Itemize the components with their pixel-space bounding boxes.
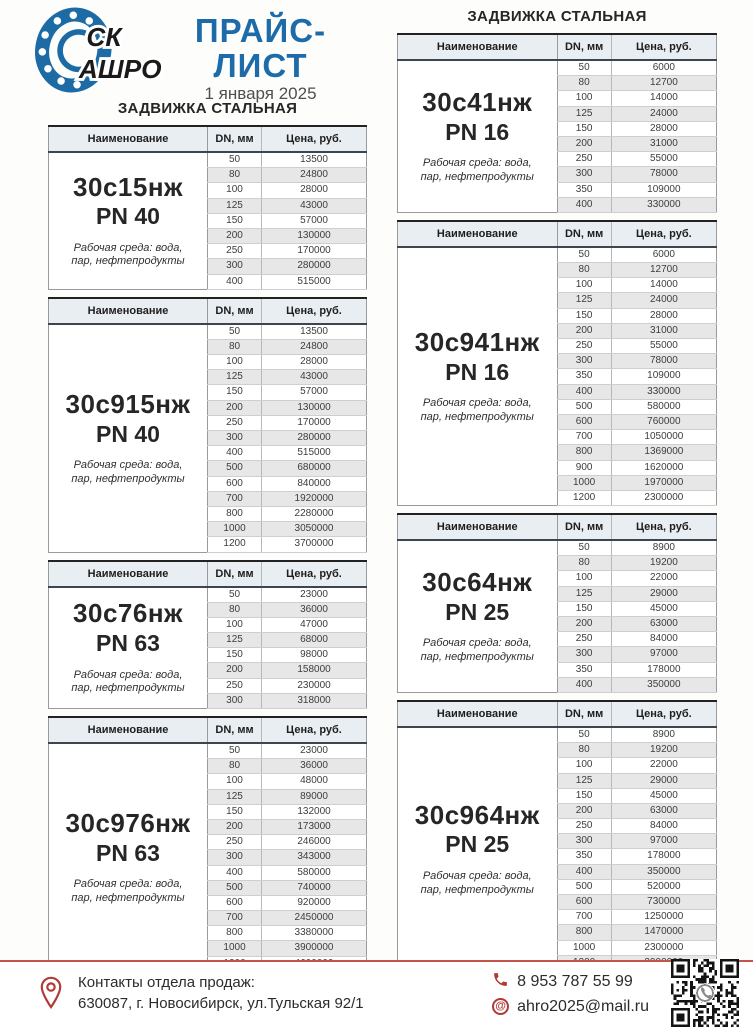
price-value: 350000 [611,677,716,692]
product-media: Рабочая среда: вода, пар, нефтепродукты [420,397,534,424]
price-value: 29000 [611,773,716,788]
dn-value: 150 [208,385,262,400]
dn-value: 100 [208,183,262,198]
location-pin-icon [38,975,64,1011]
dn-value: 50 [208,152,262,168]
dn-value: 50 [557,247,611,263]
column-header-dn: DN, мм [208,561,262,587]
product-pn: PN 63 [96,630,160,657]
price-value: 343000 [262,850,367,865]
product-pn: PN 25 [445,599,510,626]
price-value: 2450000 [262,911,367,926]
product-cell [398,540,558,692]
price-value: 1970000 [611,475,716,490]
price-value: 57000 [262,385,367,400]
dn-value: 1000 [557,940,611,955]
column-header-price: Цена, руб. [262,561,367,587]
price-value: 12700 [611,76,716,91]
table-row [398,247,717,263]
product-cell [49,152,208,289]
price-table-30с64нж [397,513,717,693]
left-column [48,6,367,960]
dn-value: 150 [557,601,611,616]
product-model: 30с976нж [65,808,191,839]
price-value: 158000 [262,663,367,678]
price-value: 280000 [262,431,367,446]
product-media: Рабочая среда: вода, пар, нефтепродукты [71,668,185,695]
dn-value: 50 [208,324,262,340]
dn-value: 300 [557,167,611,182]
dn-value: 1000 [208,941,262,956]
price-value: 840000 [262,476,367,491]
dn-value: 300 [208,693,262,708]
dn-value: 500 [208,880,262,895]
product-model: 30с964нж [414,799,540,830]
price-table-30с76нж [48,560,367,710]
dn-value: 200 [208,819,262,834]
dn-value: 400 [208,274,262,289]
dn-value: 100 [208,355,262,370]
price-value: 318000 [262,693,367,708]
column-header-dn: DN, мм [208,717,262,743]
product-model: 30с941нж [414,327,540,358]
price-value: 24000 [611,293,716,308]
column-header-name: Наименование [398,514,558,540]
price-value: 36000 [262,602,367,617]
price-value: 43000 [262,198,367,213]
footer-phone-email-block [492,971,649,1016]
dn-value: 100 [557,758,611,773]
dn-value: 250 [208,678,262,693]
price-value: 1369000 [611,445,716,460]
dn-value: 80 [208,759,262,774]
price-value: 23000 [262,587,367,603]
price-value: 132000 [262,804,367,819]
price-value: 8900 [611,540,716,556]
price-value: 28000 [611,308,716,323]
price-value: 3900000 [262,941,367,956]
footer-address-block [38,974,480,1012]
product-media: Рабочая среда: вода, пар, нефтепродукты [71,458,185,485]
dn-value: 500 [208,461,262,476]
price-value: 680000 [262,461,367,476]
product-model: 30с76нж [73,598,183,629]
price-value: 8900 [611,727,716,743]
dn-value: 1200 [208,537,262,552]
price-table-30с941нж [397,220,717,506]
section-heading-right: ЗАДВИЖКА СТАЛЬНАЯ [467,8,647,25]
price-value: 1250000 [611,910,716,925]
contacts-label: Контакты отдела продаж: [78,974,255,991]
price-value: 2300000 [611,490,716,505]
price-value: 48000 [262,774,367,789]
product-cell [49,743,208,971]
dn-value: 125 [208,198,262,213]
product-pn: PN 16 [445,118,510,145]
dn-value: 300 [208,259,262,274]
dn-value: 80 [208,339,262,354]
column-header-dn: DN, мм [557,221,611,247]
price-value: 730000 [611,895,716,910]
price-value: 515000 [262,274,367,289]
dn-value: 600 [557,895,611,910]
dn-value: 400 [557,864,611,879]
column-header-dn: DN, мм [208,126,262,152]
dn-value: 80 [557,263,611,278]
dn-value: 200 [208,400,262,415]
price-value: 97000 [611,834,716,849]
dn-value: 50 [557,727,611,743]
dn-value: 800 [557,445,611,460]
price-value: 350000 [611,864,716,879]
dn-value: 1000 [208,522,262,537]
table-row [398,727,717,743]
price-value: 1920000 [262,491,367,506]
price-value: 173000 [262,819,367,834]
dn-value: 200 [557,136,611,151]
price-value: 246000 [262,835,367,850]
price-value: 45000 [611,788,716,803]
column-header-price: Цена, руб. [611,221,716,247]
dn-value: 250 [557,152,611,167]
dn-value: 150 [208,804,262,819]
dn-value: 800 [208,506,262,521]
price-value: 97000 [611,647,716,662]
price-value: 43000 [262,370,367,385]
dn-value: 400 [557,677,611,692]
price-value: 31000 [611,136,716,151]
right-column [397,6,717,960]
dn-value: 200 [208,663,262,678]
product-cell [398,60,558,212]
price-value: 13500 [262,324,367,340]
price-value: 170000 [262,244,367,259]
dn-value: 350 [557,369,611,384]
price-table-30с915нж [48,297,367,553]
footer-contacts-bar [0,960,753,1024]
dn-value: 1200 [557,490,611,505]
price-value: 19200 [611,556,716,571]
dn-value: 100 [557,91,611,106]
contact-lines [78,974,364,1012]
price-value: 36000 [262,759,367,774]
price-value: 130000 [262,228,367,243]
price-value: 24800 [262,339,367,354]
price-value: 98000 [262,648,367,663]
price-value: 1620000 [611,460,716,475]
column-header-name: Наименование [49,298,208,324]
price-value: 22000 [611,758,716,773]
dn-value: 100 [557,571,611,586]
dn-value: 80 [208,602,262,617]
dn-value: 800 [557,925,611,940]
dn-value: 250 [208,244,262,259]
column-header-dn: DN, мм [208,298,262,324]
column-header-price: Цена, руб. [262,717,367,743]
dn-value: 250 [557,632,611,647]
price-value: 2280000 [262,506,367,521]
price-table-30с976нж [48,716,367,972]
left-tables [48,125,367,972]
price-value: 170000 [262,415,367,430]
dn-value: 125 [557,773,611,788]
price-value: 89000 [262,789,367,804]
dn-value: 100 [208,774,262,789]
dn-value: 80 [557,76,611,91]
dn-value: 600 [208,895,262,910]
price-value: 178000 [611,849,716,864]
email-text: ahro2025@mail.ru [517,997,649,1015]
column-header-dn: DN, мм [557,34,611,60]
price-value: 3380000 [262,926,367,941]
dn-value: 100 [208,617,262,632]
at-icon: @ [492,998,509,1015]
product-pn: PN 25 [445,831,510,858]
price-value: 28000 [262,183,367,198]
price-value: 55000 [611,152,716,167]
dn-value: 125 [557,586,611,601]
dn-value: 350 [557,662,611,677]
dn-value: 700 [208,491,262,506]
product-media: Рабочая среда: вода, пар, нефтепродукты [420,157,534,184]
dn-value: 500 [557,879,611,894]
dn-value: 250 [557,819,611,834]
dn-value: 50 [557,60,611,76]
price-value: 24800 [262,168,367,183]
dn-value: 80 [557,743,611,758]
price-value: 109000 [611,369,716,384]
dn-value: 150 [208,213,262,228]
price-value: 2300000 [611,940,716,955]
dn-value: 50 [208,587,262,603]
column-header-name: Наименование [49,717,208,743]
dn-value: 50 [557,540,611,556]
product-pn: PN 63 [96,839,160,866]
price-value: 580000 [262,865,367,880]
phone-number: 8 953 787 55 99 [517,972,633,990]
column-header-price: Цена, руб. [611,701,716,727]
dn-value: 125 [208,633,262,648]
dn-value: 250 [208,415,262,430]
price-value: 55000 [611,339,716,354]
product-cell [398,247,558,506]
price-value: 78000 [611,167,716,182]
price-value: 14000 [611,91,716,106]
dn-value: 350 [557,182,611,197]
price-value: 280000 [262,259,367,274]
dn-value: 200 [557,323,611,338]
dn-value: 400 [208,446,262,461]
product-model: 30с41нж [422,87,533,118]
product-pn: PN 40 [96,420,160,447]
price-value: 78000 [611,354,716,369]
dn-value: 300 [557,354,611,369]
dn-value: 125 [557,106,611,121]
price-value: 330000 [611,384,716,399]
column-header-name: Наименование [398,221,558,247]
table-row [49,324,367,340]
page-date: 1 января 2025 [204,84,317,104]
dn-value: 500 [557,399,611,414]
dn-value: 600 [208,476,262,491]
price-value: 28000 [262,355,367,370]
dn-value: 300 [208,431,262,446]
product-pn: PN 16 [445,359,510,386]
price-value: 520000 [611,879,716,894]
dn-value: 250 [557,339,611,354]
price-value: 12700 [611,263,716,278]
price-value: 1050000 [611,430,716,445]
dn-value: 125 [208,789,262,804]
phone-row [492,971,649,993]
price-value: 109000 [611,182,716,197]
column-header-name: Наименование [49,561,208,587]
product-cell [49,587,208,709]
price-value: 29000 [611,586,716,601]
dn-value: 150 [557,308,611,323]
dn-value: 900 [557,460,611,475]
table-row [398,540,717,556]
logo-text-line2: АШРО [78,54,162,85]
price-value: 68000 [262,633,367,648]
company-flange-logo [32,6,162,94]
price-value: 28000 [611,121,716,136]
price-value: 3050000 [262,522,367,537]
column-header-dn: DN, мм [557,701,611,727]
column-header-dn: DN, мм [557,514,611,540]
email-row [492,998,649,1016]
dn-value: 100 [557,278,611,293]
column-header-name: Наименование [49,126,208,152]
address-text: 630087, г. Новосибирск, ул.Тульская 92/1 [78,995,364,1012]
price-value: 19200 [611,743,716,758]
dn-value: 400 [557,384,611,399]
dn-value: 200 [208,228,262,243]
column-header-price: Цена, руб. [262,298,367,324]
product-media: Рабочая среда: вода, пар, нефтепродукты [420,637,534,664]
price-value: 6000 [611,247,716,263]
price-value: 230000 [262,678,367,693]
price-value: 23000 [262,743,367,759]
price-table-30с964нж [397,700,717,971]
price-value: 31000 [611,323,716,338]
product-media: Рабочая среда: вода, пар, нефтепродукты [71,241,185,268]
price-value: 47000 [262,617,367,632]
column-header-name: Наименование [398,34,558,60]
dn-value: 50 [208,743,262,759]
product-cell [398,727,558,971]
dn-value: 1000 [557,475,611,490]
dn-value: 300 [557,834,611,849]
price-value: 1470000 [611,925,716,940]
dn-value: 350 [557,849,611,864]
dn-value: 400 [557,197,611,212]
price-table-30с41нж [397,33,717,213]
qr-code [671,959,739,1027]
dn-value: 150 [208,648,262,663]
dn-value: 700 [208,911,262,926]
price-value: 22000 [611,571,716,586]
product-model: 30с915нж [65,388,191,419]
page-title: ПРАЙС-ЛИСТ [194,12,327,84]
price-value: 920000 [262,895,367,910]
logo-text-line1: СК [86,22,122,53]
table-row [49,743,367,759]
column-header-price: Цена, руб. [611,34,716,60]
table-row [49,152,367,168]
dn-value: 300 [557,647,611,662]
column-header-price: Цена, руб. [262,126,367,152]
price-value: 515000 [262,446,367,461]
price-value: 13500 [262,152,367,168]
dn-value: 300 [208,850,262,865]
phone-icon [492,971,509,993]
dn-value: 80 [557,556,611,571]
page-header [48,6,367,104]
right-tables [397,33,717,971]
product-model: 30с15нж [73,171,183,202]
title-block [154,6,367,104]
price-value: 130000 [262,400,367,415]
table-row [49,587,367,603]
dn-value: 200 [557,617,611,632]
section-heading-left: ЗАДВИЖКА СТАЛЬНАЯ [117,100,298,117]
dn-value: 150 [557,121,611,136]
price-value: 6000 [611,60,716,76]
price-table-30с15нж [48,125,367,290]
dn-value: 800 [208,926,262,941]
price-value: 740000 [262,880,367,895]
dn-value: 700 [557,910,611,925]
product-model: 30с64нж [422,567,533,598]
price-value: 84000 [611,632,716,647]
dn-value: 200 [557,803,611,818]
price-value: 3700000 [262,537,367,552]
price-value: 63000 [611,617,716,632]
dn-value: 150 [557,788,611,803]
dn-value: 125 [208,370,262,385]
dn-value: 80 [208,168,262,183]
price-value: 580000 [611,399,716,414]
price-value: 330000 [611,197,716,212]
price-value: 63000 [611,803,716,818]
product-media: Рабочая среда: вода, пар, нефтепродукты [420,869,534,896]
price-value: 24000 [611,106,716,121]
product-cell [49,324,208,552]
price-value: 45000 [611,601,716,616]
column-header-price: Цена, руб. [611,514,716,540]
price-value: 14000 [611,278,716,293]
product-pn: PN 40 [96,203,160,230]
price-value: 84000 [611,819,716,834]
product-media: Рабочая среда: вода, пар, нефтепродукты [71,878,185,904]
dn-value: 125 [557,293,611,308]
price-value: 760000 [611,414,716,429]
table-row [398,60,717,76]
dn-value: 400 [208,865,262,880]
column-header-name: Наименование [398,701,558,727]
dn-value: 250 [208,835,262,850]
price-value: 178000 [611,662,716,677]
price-value: 57000 [262,213,367,228]
dn-value: 600 [557,414,611,429]
dn-value: 700 [557,430,611,445]
